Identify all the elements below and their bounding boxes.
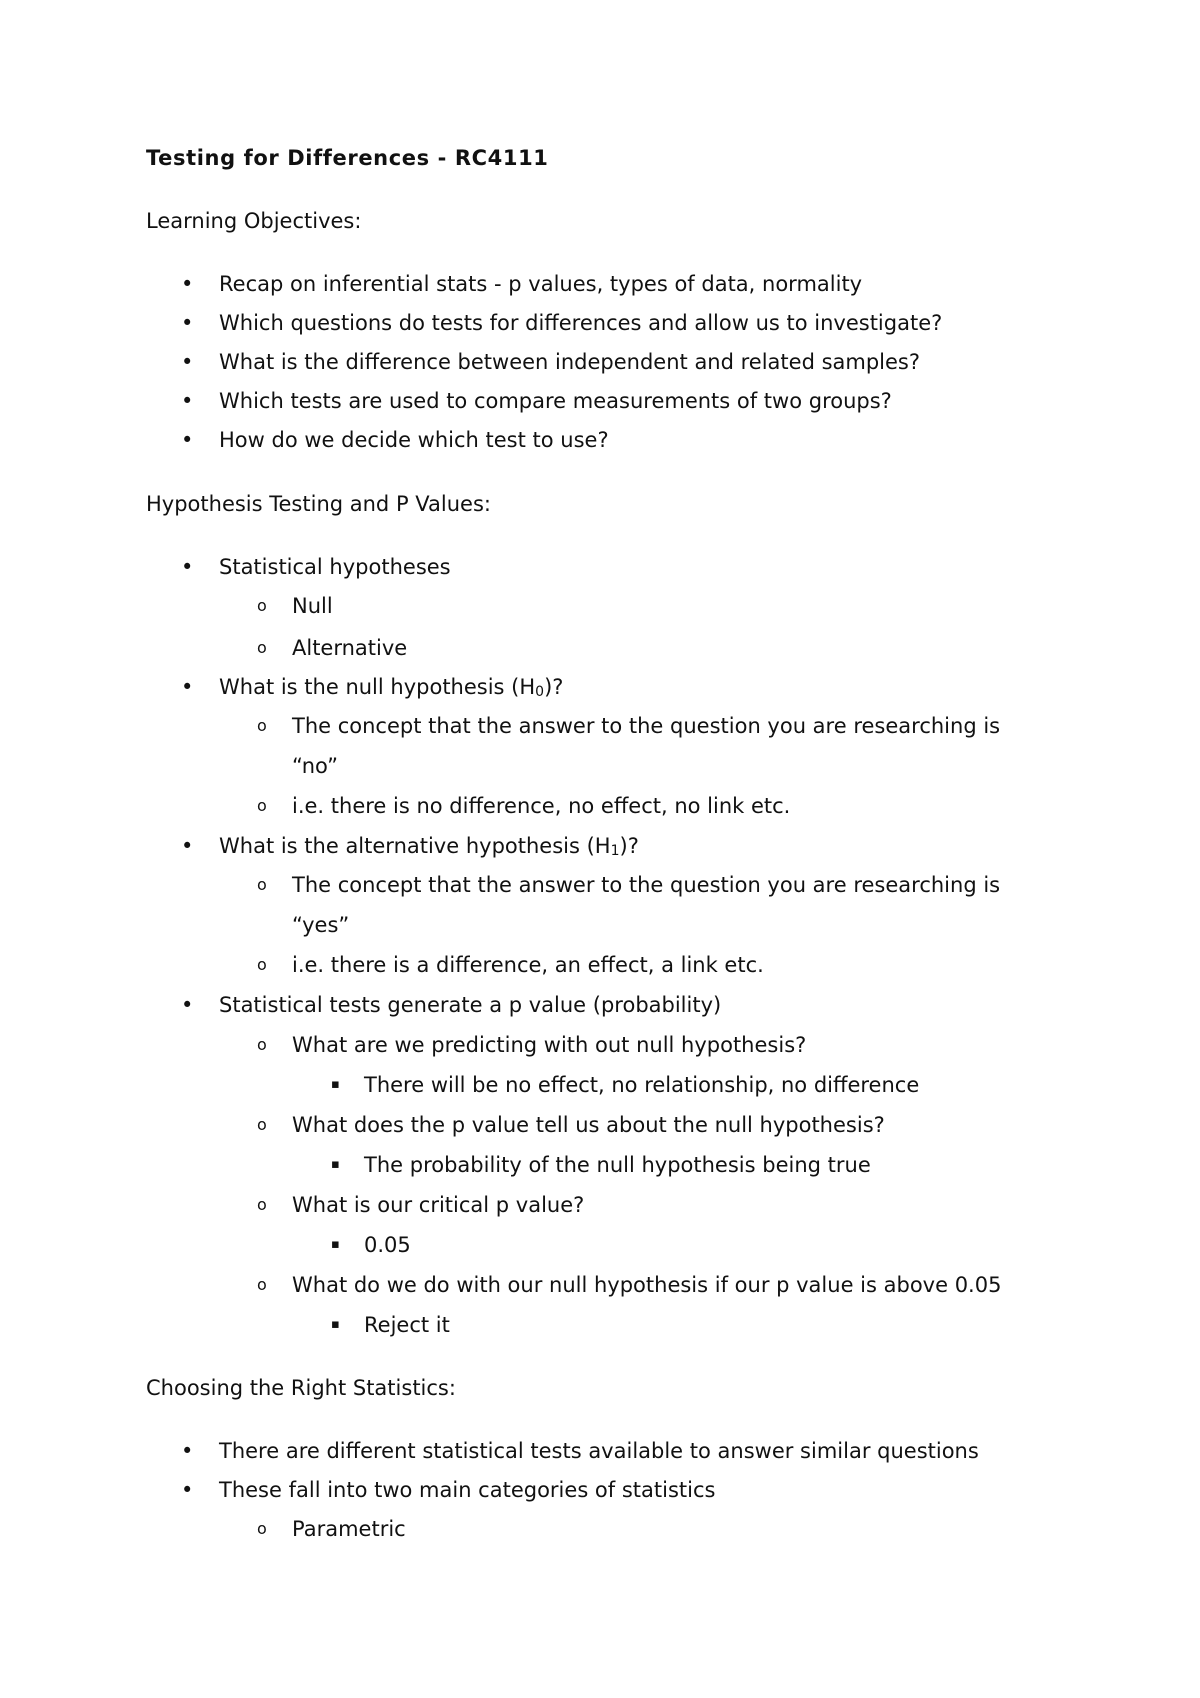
sub-list-item: The concept that the answer to the question you are researching is	[292, 873, 1001, 897]
list-item: These fall into two main categories of statistics	[219, 1478, 716, 1502]
sub-sub-bullet-marker: ▪	[331, 1157, 340, 1172]
sub-bullet-marker: o	[257, 1519, 267, 1538]
sub-bullet-marker: o	[257, 716, 267, 735]
sub-bullet-marker: o	[257, 638, 267, 657]
bullet-marker: •	[181, 350, 194, 374]
list-item: Recap on inferential stats - p values, types of data, normality	[219, 272, 863, 296]
sub-bullet-marker: o	[257, 1115, 267, 1134]
sub-list-item: What do we do with our null hypothesis if our p value is above 0.05	[292, 1273, 1002, 1297]
list-item: Which questions do tests for differences and allow us to investigate?	[219, 311, 943, 335]
list-item: Statistical hypotheses	[219, 555, 451, 579]
sub-list-item-continuation: “no”	[292, 754, 339, 778]
list-item: Statistical tests generate a p value (probability)	[219, 993, 722, 1017]
sub-bullet-marker: o	[257, 955, 267, 974]
bullet-marker: •	[181, 272, 194, 296]
bullet-marker: •	[181, 1439, 194, 1463]
list-item: Which tests are used to compare measurements of two groups?	[219, 389, 892, 413]
sub-bullet-marker: o	[257, 1035, 267, 1054]
sub-bullet-marker: o	[257, 596, 267, 615]
sub-list-item: Parametric	[292, 1517, 406, 1541]
list-item: What is the alternative hypothesis $(H_1)$?	[219, 834, 639, 859]
sub-list-item: i.e. there is a difference, an effect, a link etc.	[292, 953, 764, 977]
sub-list-item: The concept that the answer to the question you are researching is	[292, 714, 1001, 738]
list-item: There are different statistical tests available to answer similar questions	[219, 1439, 979, 1463]
bullet-marker: •	[181, 389, 194, 413]
sub-list-item: What is our critical p value?	[292, 1193, 585, 1217]
sub-list-item: Null	[292, 594, 333, 618]
section-heading-objectives: Learning Objectives:	[146, 209, 362, 233]
sub-sub-list-item: Reject it	[364, 1313, 450, 1337]
bullet-marker: •	[181, 834, 194, 858]
bullet-marker: •	[181, 555, 194, 579]
section-heading-choosing: Choosing the Right Statistics:	[146, 1376, 456, 1400]
sub-list-item: What does the p value tell us about the null hypothesis?	[292, 1113, 885, 1137]
sub-list-item-continuation: “yes”	[292, 913, 350, 937]
sub-list-item: i.e. there is no difference, no effect, no link etc.	[292, 794, 791, 818]
sub-sub-list-item: The probability of the null hypothesis being true	[364, 1153, 871, 1177]
list-item: What is the difference between independent and related samples?	[219, 350, 921, 374]
sub-list-item: Alternative	[292, 636, 408, 660]
bullet-marker: •	[181, 675, 194, 699]
sub-sub-list-item: There will be no effect, no relationship, no difference	[364, 1073, 920, 1097]
bullet-marker: •	[181, 428, 194, 452]
sub-sub-bullet-marker: ▪	[331, 1237, 340, 1252]
sub-bullet-marker: o	[257, 875, 267, 894]
section-heading-hypothesis: Hypothesis Testing and P Values:	[146, 492, 491, 516]
sub-bullet-marker: o	[257, 1195, 267, 1214]
sub-sub-bullet-marker: ▪	[331, 1317, 340, 1332]
sub-bullet-marker: o	[257, 796, 267, 815]
list-item: How do we decide which test to use?	[219, 428, 609, 452]
list-item: What is the null hypothesis $(H_0)$?	[219, 675, 564, 700]
document-title: Testing for Differences - RC4111	[146, 146, 549, 170]
sub-sub-bullet-marker: ▪	[331, 1077, 340, 1092]
bullet-marker: •	[181, 311, 194, 335]
bullet-marker: •	[181, 993, 194, 1017]
bullet-marker: •	[181, 1478, 194, 1502]
sub-sub-list-item: 0.05	[364, 1233, 411, 1257]
sub-bullet-marker: o	[257, 1275, 267, 1294]
sub-list-item: What are we predicting with out null hypothesis?	[292, 1033, 807, 1057]
